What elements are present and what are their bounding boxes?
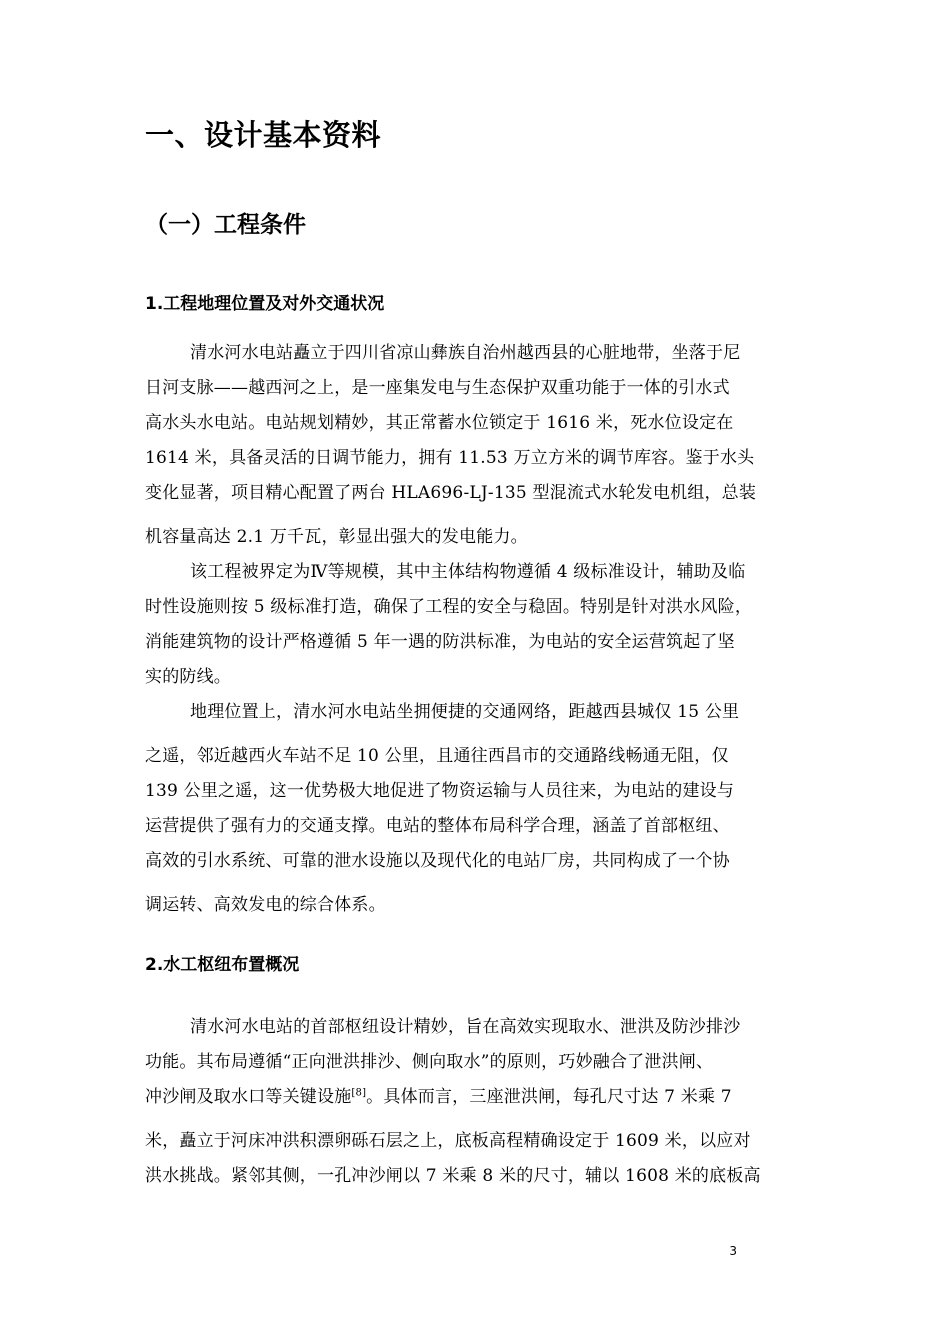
subheading-hydraulic-layout: 2.水工枢纽布置概况 — [145, 955, 300, 975]
citation-reference: [8] — [351, 1087, 367, 1099]
paragraph-line: 时性设施则按 5 级标准打造，确保了工程的安全与稳固。特别是针对洪水风险， — [145, 597, 753, 617]
paragraph-line: 调运转、高效发电的综合体系。 — [145, 895, 386, 915]
line-text: 。具体而言，三座泄洪闸，每孔尺寸达 7 米乘 7 — [366, 1087, 732, 1107]
paragraph-line: 变化显著，项目精心配置了两台 HLA696-LJ-135 型混流式水轮发电机组，总装 — [145, 483, 757, 503]
paragraph-line — [145, 1086, 732, 1108]
line-text: 冲沙闸及取水口等关键设施 — [145, 1087, 352, 1107]
heading-chapter: 一、设计基本资料 — [145, 118, 382, 152]
paragraph-line: 地理位置上，清水河水电站坐拥便捷的交通网络，距越西县城仅 15 公里 — [190, 702, 740, 722]
paragraph-line: 1614 米，具备灵活的日调节能力，拥有 11.53 万立方米的调节库容。鉴于水头 — [145, 448, 755, 468]
paragraph-line: 高效的引水系统、可靠的泄水设施以及现代化的电站厂房，共同构成了一个协 — [145, 851, 730, 871]
page-number: 3 — [729, 1244, 737, 1258]
subheading-location-traffic: 1.工程地理位置及对外交通状况 — [145, 294, 385, 314]
paragraph-line: 洪水挑战。紧邻其侧，一孔冲沙闸以 7 米乘 8 米的尺寸，辅以 1608 米的底板高 — [145, 1166, 761, 1186]
paragraph-line: 消能建筑物的设计严格遵循 5 年一遇的防洪标准，为电站的安全运营筑起了坚 — [145, 632, 735, 652]
paragraph-line: 清水河水电站矗立于四川省凉山彝族自治州越西县的心脏地带，坐落于尼 — [190, 343, 741, 363]
paragraph-line: 运营提供了强有力的交通支撑。电站的整体布局科学合理，涵盖了首部枢纽、 — [145, 816, 730, 836]
paragraph-line: 日河支脉——越西河之上，是一座集发电与生态保护双重功能于一体的引水式 — [145, 378, 730, 398]
paragraph-line: 机容量高达 2.1 万千瓦，彰显出强大的发电能力。 — [145, 527, 528, 547]
paragraph-line: 清水河水电站的首部枢纽设计精妙，旨在高效实现取水、泄洪及防沙排沙 — [190, 1017, 741, 1037]
paragraph-line: 该工程被界定为Ⅳ等规模，其中主体结构物遵循 4 级标准设计，辅助及临 — [190, 562, 746, 582]
paragraph-line: 之遥，邻近越西火车站不足 10 公里，且通往西昌市的交通路线畅通无阻，仅 — [145, 746, 729, 766]
paragraph-line: 高水头水电站。电站规划精妙，其正常蓄水位锁定于 1616 米，死水位设定在 — [145, 413, 734, 433]
paragraph-line: 实的防线。 — [145, 667, 231, 687]
paragraph-line: 米，矗立于河床冲洪积漂卵砾石层之上，底板高程精确设定于 1609 米，以应对 — [145, 1131, 751, 1151]
paragraph-line: 功能。其布局遵循“正向泄洪排沙、侧向取水”的原则，巧妙融合了泄洪闸、 — [145, 1052, 714, 1072]
heading-section: （一）工程条件 — [145, 212, 306, 238]
paragraph-line: 139 公里之遥，这一优势极大地促进了物资运输与人员往来，为电站的建设与 — [145, 781, 735, 801]
